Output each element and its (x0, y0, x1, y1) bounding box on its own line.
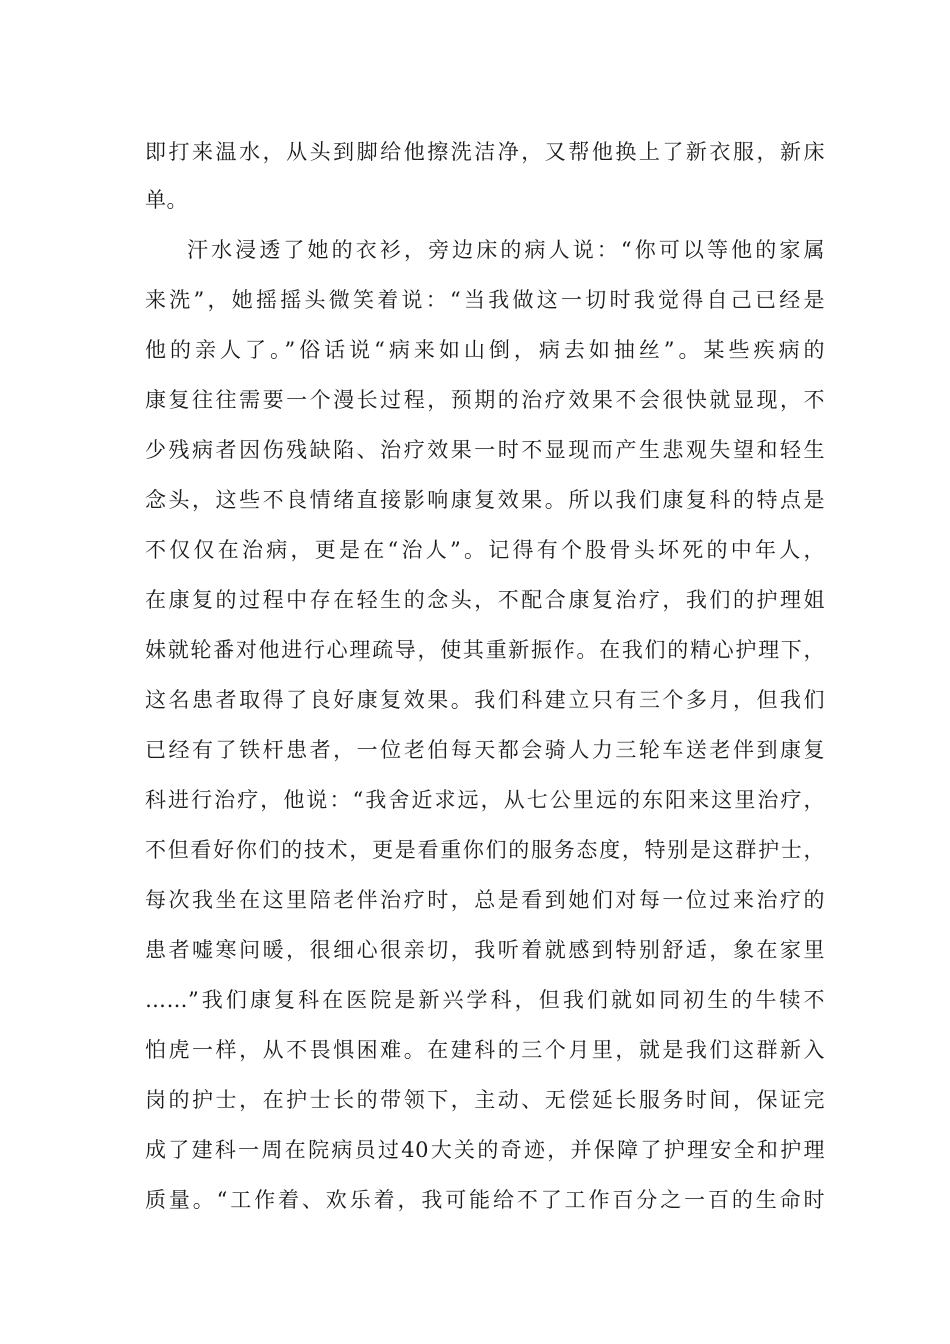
text-line: 不仅仅在治病，更是在“治人”。记得有个股骨头坏死的中年人， (145, 538, 825, 562)
text-line: 已经有了铁杆患者，一位老伯每天都会骑人力三轮车送老伴到康复 (145, 738, 825, 762)
text-line: 岗的护士，在护士长的带领下，主动、无偿延长服务时间，保证完 (145, 1088, 825, 1112)
text-line: 妹就轮番对他进行心理疏导，使其重新振作。在我们的精心护理下， (145, 638, 825, 662)
text-line: 即打来温水，从头到脚给他擦洗洁净，又帮他换上了新衣服，新床 (145, 140, 825, 164)
text-line: 来洗”，她摇摇头微笑着说：“当我做这一切时我觉得自己已经是 (145, 288, 825, 312)
text-line: 不但看好你们的技术，更是看重你们的服务态度，特别是这群护士， (145, 838, 825, 862)
text-line: 患者嘘寒问暖，很细心很亲切，我听着就感到特别舒适，象在家里 (145, 938, 825, 962)
text-line: 质量。“工作着、欢乐着，我可能给不了工作百分之一百的生命时 (145, 1188, 825, 1212)
text-line: ……”我们康复科在医院是新兴学科，但我们就如同初生的牛犊不 (145, 988, 825, 1012)
text-line: 怕虎一样，从不畏惧困难。在建科的三个月里，就是我们这群新入 (145, 1038, 825, 1062)
text-line: 他的亲人了。”俗话说“病来如山倒，病去如抽丝”。某些疾病的 (145, 338, 825, 362)
text-line: 每次我坐在这里陪老伴治疗时，总是看到她们对每一位过来治疗的 (145, 888, 825, 912)
text-line: 康复往往需要一个漫长过程，预期的治疗效果不会很快就显现，不 (145, 388, 825, 412)
text-line: 成了建科一周在院病员过40大关的奇迹，并保障了护理安全和护理 (145, 1138, 825, 1162)
text-line: 科进行治疗，他说：“我舍近求远，从七公里远的东阳来这里治疗， (145, 788, 825, 812)
text-line: 这名患者取得了良好康复效果。我们科建立只有三个多月，但我们 (145, 688, 825, 712)
text-line: 少残病者因伤残缺陷、治疗效果一时不显现而产生悲观失望和轻生 (145, 438, 825, 462)
text-line: 在康复的过程中存在轻生的念头，不配合康复治疗，我们的护理姐 (145, 588, 825, 612)
paragraph-first-line: 汗水浸透了她的衣衫，旁边床的病人说：“你可以等他的家属 (187, 238, 825, 262)
text-line: 单。 (145, 188, 188, 212)
text-line: 念头，这些不良情绪直接影响康复效果。所以我们康复科的特点是 (145, 488, 825, 512)
